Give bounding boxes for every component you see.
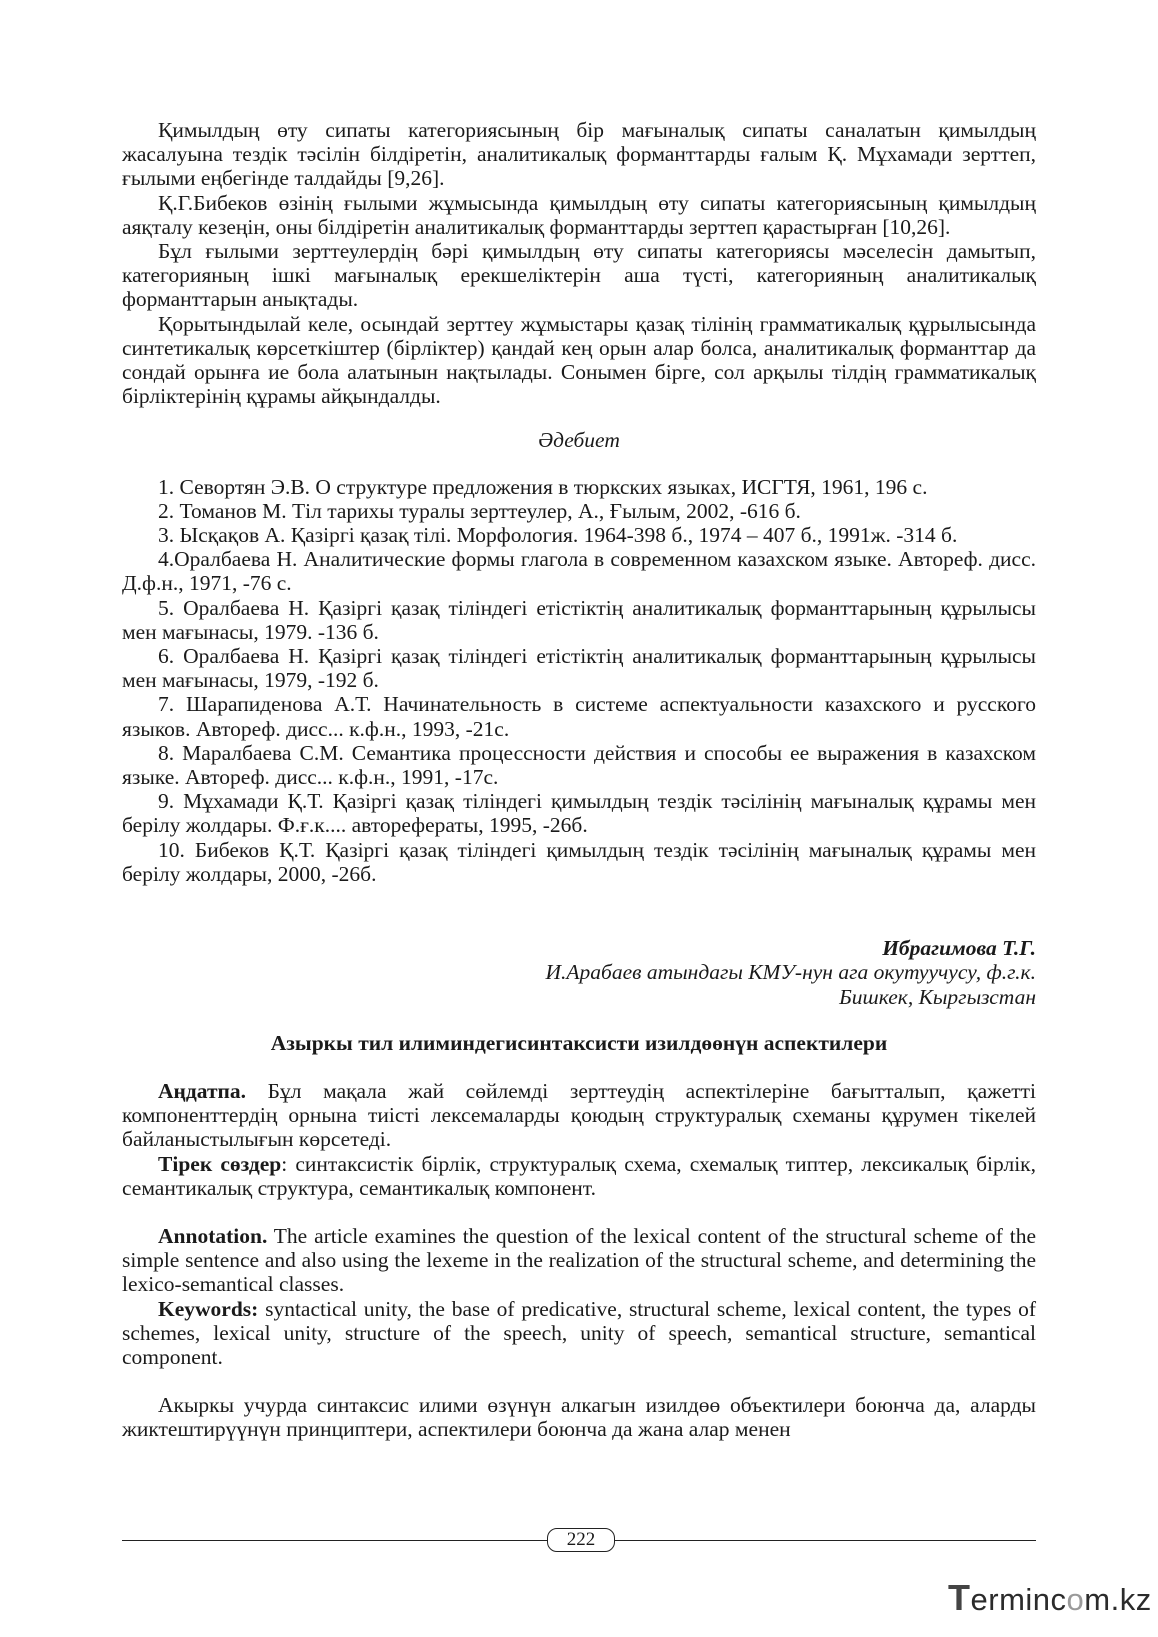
abstract-kz-label: Аңдатпа. — [158, 1078, 247, 1103]
keywords-en-text: syntactical unity, the base of predicative, structural scheme, lexical content, the types of schemes, lexical unity, structure of the speech, unity of speech, semantical structure, semantical component. — [122, 1296, 1036, 1369]
reference-item: 5. Оралбаева Н. Қазіргі қазақ тіліндегі етістіктің аналитикалық форманттарының құрылысы мен мағынасы, 1979. -136 б. — [122, 595, 1036, 644]
reference-item: 1. Севортян Э.В. О структуре предложения в тюркских языках, ИСГТЯ, 1961, 196 с. — [158, 474, 928, 499]
final-paragraph: Акыркы учурда синтаксис илими өзүнүн алкагын изилдөө объектилери боюнча да, аларды жиктештирүүнүн принциптери, аспектилери боюнча да жана алар менен — [122, 1393, 1036, 1442]
abstract-en — [122, 1224, 1036, 1297]
reference-item: 6. Оралбаева Н. Қазіргі қазақ тіліндегі етістіктің аналитикалық форманттарының құрылысы мен мағынасы, 1979, -192 б. — [122, 644, 1036, 693]
keywords-kz-text: : синтаксистік бірлік, структуралық схема, схемалық типтер, лексикалық бірлік, семантикалық структура, семантикалық компонент. — [122, 1151, 1036, 1200]
page-footer — [122, 1528, 1036, 1552]
reference-item: 9. Мұхамади Қ.Т. Қазіргі қазақ тіліндегі қимылдың тездік тәсілінің мағыналық құрамы мен берілу жолдары. Ф.ғ.к.... авторефераты, 1995, -26б. — [122, 789, 1036, 838]
body-paragraph-1: Қимылдың өту сипаты категориясының бір мағыналық сипаты саналатын қимылдың жасалуына тездік тәсілін білдіретін, аналитикалық форманттарды ғалым Қ. Мұхамади зерттеп, ғылыми еңбегінде талдайды [9,26]. — [122, 118, 1036, 191]
author-affiliation: И.Арабаев атындагы КМУ-нун ага окутуучусу, ф.г.к. — [545, 960, 1036, 985]
author-block — [122, 936, 1036, 1009]
reference-item: 10. Бибеков Қ.Т. Қазіргі қазақ тіліндегі қимылдың тездік тәсілінің мағыналық құрамы мен берілу жолдары, 2000, -26б. — [122, 837, 1036, 886]
body-paragraph-2: Қ.Г.Бибеков өзінің ғылыми жұмысында қимылдың өту сипаты категориясының қимылдың аяқталу кезеңін, оны білдіретін аналитикалық форманттарды зерттеп қарастырған [10,26]. — [122, 190, 1036, 239]
literature-heading: Әдебиет — [538, 428, 620, 453]
reference-item: 2. Томанов М. Тіл тарихы туралы зерттеулер, А., Ғылым, 2002, -616 б. — [158, 498, 801, 523]
abstract-kz-text: Бұл мақала жай сөйлемді зерттеудің аспектілеріне бағытталып, қажетті компоненттердің орнына тиісті лексемаларды қоюдың структуралық схеманы құрумен тікелей байланыстылығын көрсетеді. — [122, 1078, 1036, 1152]
keywords-kz-label: Тірек сөздер — [158, 1151, 282, 1176]
abstract-kz — [122, 1079, 1036, 1152]
article-title: Азыркы тил илиминдегисинтаксисти изилдөөнүн аспектилери — [270, 1030, 888, 1055]
abstract-en-label: Annotation. — [158, 1223, 268, 1248]
body-paragraph-3: Бұл ғылыми зерттеулердің бәрі қимылдың өту сипаты категориясы мәселесін дамытып, категорияның ішкі мағыналық ерекшеліктерін аша түсті, категорияның аналитикалық форманттарын анықтады. — [122, 239, 1036, 312]
keywords-en-label: Keywords: — [158, 1296, 259, 1321]
author-location: Бишкек, Кыргызстан — [839, 984, 1036, 1009]
keywords-en — [122, 1297, 1036, 1370]
reference-item: 4.Оралбаева Н. Аналитические формы глагола в современном казахском языке. Автореф. дисс. Д.ф.н., 1971, -76 с. — [122, 547, 1036, 596]
keywords-kz — [122, 1152, 1036, 1200]
author-name: Ибрагимова Т.Г. — [882, 936, 1036, 961]
reference-list — [122, 475, 1036, 886]
page-content — [122, 118, 1036, 1442]
reference-item: 3. Ысқақов А. Қазіргі қазақ тілі. Морфология. 1964-398 б., 1974 – 407 б., 1991ж. -314 б. — [158, 523, 958, 548]
site-watermark-logo: Termincom.kz — [948, 1577, 1152, 1618]
page-number: 222 — [547, 1528, 615, 1552]
abstract-en-text: The article examines the question of the lexical content of the structural scheme of the simple sentence and also using the lexeme in the realization of the structural scheme, and determining the lexico-semantical classes. — [122, 1223, 1036, 1297]
reference-item: 7. Шарапиденова А.Т. Начинательность в системе аспектуальности казахского и русского языков. Автореф. дисс... к.ф.н., 1993, -21с. — [122, 692, 1036, 741]
reference-item: 8. Маралбаева С.М. Семантика процессности действия и способы ее выражения в казахском языке. Автореф. дисс... к.ф.н., 1991, -17с. — [122, 740, 1036, 790]
body-paragraph-4: Қорытындылай келе, осындай зерттеу жұмыстары қазақ тілінің грамматикалық құрылысында синтетикалық көрсеткіштер (бірліктер) қандай кең орын алар болса, аналитикалық форманттар да сондай орынға ие бола алатынын нақтылады. Сонымен бірге, сол арқылы тілдің грамматикалық бірліктерінің құрамы айқындалды. — [122, 311, 1036, 409]
